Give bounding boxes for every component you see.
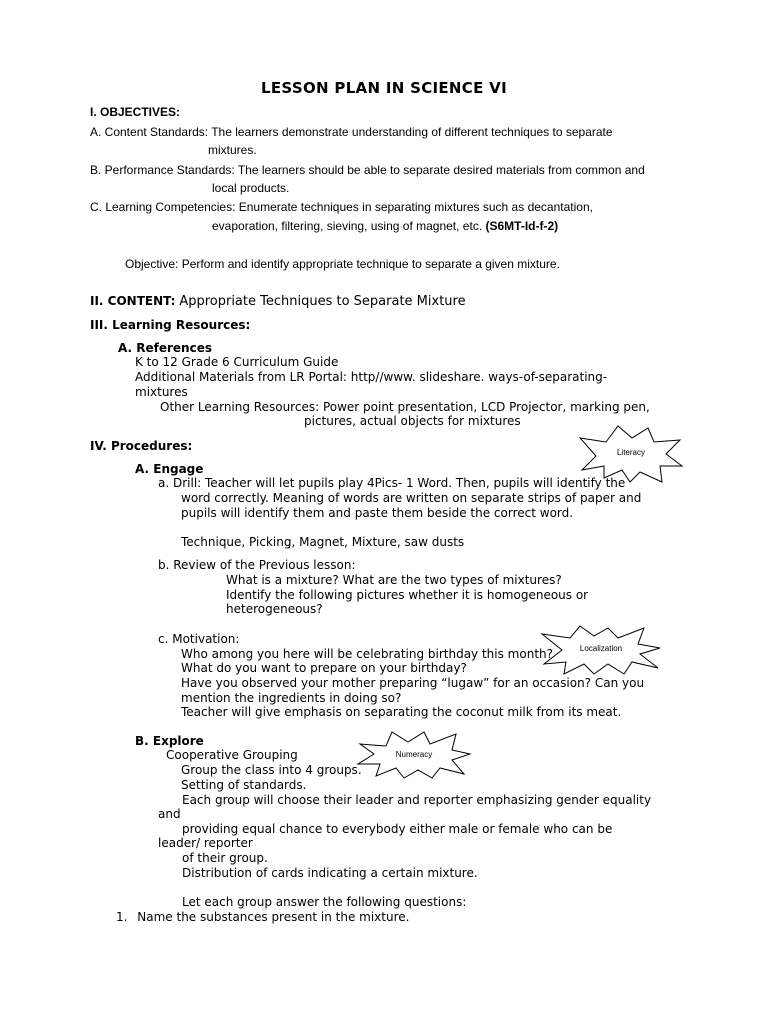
drill-words: Technique, Picking, Magnet, Mixture, saw dusts: [181, 535, 465, 549]
learning-competencies-line2: [212, 220, 558, 232]
motivation-line3: Have you observed your mother preparing “lugaw” for an occasion? Can you: [181, 676, 645, 690]
performance-standards-line1: B. Performance Standards: The learners should be able to separate desired materials from common and: [90, 163, 645, 177]
each-group-line2: and: [158, 807, 181, 821]
content-line: [90, 295, 466, 308]
review-heading: b. Review of the Previous lesson:: [158, 558, 356, 572]
numeracy-badge: [356, 730, 472, 780]
drill-line3: pupils will identify them and paste them beside the correct word.: [181, 506, 574, 520]
providing-line2: leader/ reporter: [158, 836, 253, 850]
content-text: Appropriate Techniques to Separate Mixture: [179, 294, 466, 309]
content-label: II. CONTENT:: [90, 294, 176, 308]
let-each-group: Let each group answer the following questions:: [182, 895, 467, 909]
review-line3: heterogeneous?: [226, 602, 323, 616]
engage-heading: A. Engage: [135, 462, 204, 476]
localization-badge: [540, 624, 662, 676]
learning-competencies-line1: C. Learning Competencies: Enumerate techniques in separating mixtures such as decantation,: [90, 200, 593, 214]
distribution-cards: Distribution of cards indicating a certain mixture.: [182, 866, 478, 880]
localization-label: Localization: [579, 644, 623, 653]
drill-line2: word correctly. Meaning of words are written on separate strips of paper and: [181, 491, 642, 505]
reference-2: Additional Materials from LR Portal: http//www. slideshare. ways-of-separating-: [135, 370, 608, 384]
motivation-line2: What do you want to prepare on your birthday?: [181, 661, 467, 675]
motivation-line4: mention the ingredients in doing so?: [181, 691, 402, 705]
lesson-objective: Objective: Perform and identify appropriate technique to separate a given mixture.: [125, 257, 560, 271]
literacy-label: Literacy: [616, 448, 645, 457]
setting-standards: Setting of standards.: [181, 778, 307, 792]
cooperative-grouping: Cooperative Grouping: [166, 748, 298, 762]
review-line2: Identify the following pictures whether it is homogeneous or: [226, 588, 589, 602]
question-1: [116, 911, 409, 923]
motivation-line5: Teacher will give emphasis on separating the coconut milk from its meat.: [181, 705, 622, 719]
other-resources-2: pictures, actual objects for mixtures: [304, 414, 521, 428]
numeracy-label: Numeracy: [395, 750, 433, 759]
reference-2-cont: mixtures: [135, 385, 188, 399]
page-title: LESSON PLAN IN SCIENCE VI: [261, 79, 507, 97]
content-standards-line2: mixtures.: [208, 143, 257, 157]
explore-heading: B. Explore: [135, 734, 204, 748]
question-1-text: Name the substances present in the mixture.: [137, 910, 410, 924]
group-class: Group the class into 4 groups.: [181, 763, 362, 777]
question-1-number: 1.: [116, 910, 128, 924]
reference-1: K to 12 Grade 6 Curriculum Guide: [135, 355, 339, 369]
providing-line1: providing equal chance to everybody either male or female who can be: [182, 822, 613, 836]
objectives-heading: I. OBJECTIVES:: [90, 105, 181, 119]
literacy-badge: [578, 424, 684, 484]
performance-standards-line2: local products.: [212, 181, 290, 195]
procedures-heading: IV. Procedures:: [90, 439, 193, 453]
competency-code: (S6MT-Id-f-2): [485, 219, 559, 233]
each-group-line1: Each group will choose their leader and reporter emphasizing gender equality: [182, 793, 652, 807]
other-resources-1: Other Learning Resources: Power point presentation, LCD Projector, marking pen,: [160, 400, 650, 414]
drill-line1: a. Drill: Teacher will let pupils play 4Pics- 1 Word. Then, pupils will identify the: [158, 476, 626, 490]
references-heading: A. References: [118, 341, 212, 355]
motivation-heading: c. Motivation:: [158, 632, 240, 646]
providing-line3: of their group.: [182, 851, 268, 865]
review-line1: What is a mixture? What are the two types of mixtures?: [226, 573, 562, 587]
content-standards-line1: A. Content Standards: The learners demonstrate understanding of different techniques to separate: [90, 125, 613, 139]
competencies-text: evaporation, filtering, sieving, using of magnet, etc.: [212, 219, 483, 233]
motivation-line1: Who among you here will be celebrating birthday this month?: [181, 647, 553, 661]
resources-heading: III. Learning Resources:: [90, 318, 251, 332]
